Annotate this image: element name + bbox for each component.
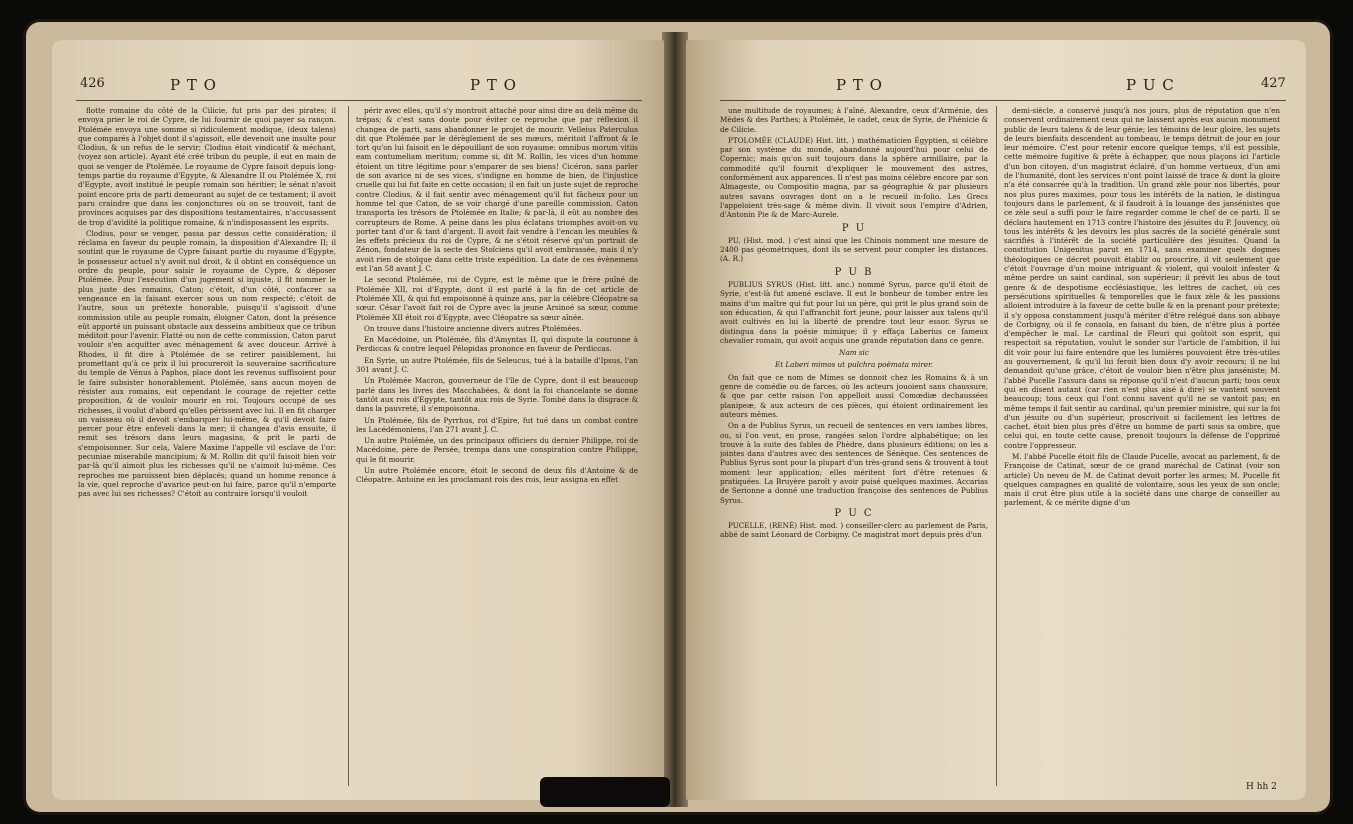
paragraph: Un autre Ptolémée, un des principaux officiers du dernier Philippe, roi de Macédoine, père de Persée, trempa dans une conspiration contre Philippe, qui le fit mourir. [356,436,638,464]
open-book [26,22,1330,812]
paragraph: flotte romaine du côté de la Cilicie, fut pris par des pirates; il envoya prier le roi de Cypre, de lui fournir de quoi payer sa rançon. Ptolémée envoya une somme si ridiculement modique, (deux talens) que comparés à l'objet dont il s'agissoit, elle devenoit une insulte pour Clodius, & un refus de le servir; Clodius étoit vindicatif & méchant, (voyez son article). Ayant été créé tribun du peuple, il eut en main de quoi se venger de Ptolémée. Le royaume de Cypre faisoit depuis long-temps partie du royaume d'Egypte, & Alexandre II ou Ptolémée X, roi d'Egypte, avoit institué le peuple romain son héritier; le sénat n'avoit point encore pris de parti demeurant au sujet de ce testament; il avoit paru craindre que dans les conjonctures où on se trouvoit, tant de provinces acquises par des dispositions testamentaires, n'accusassent de trop d'avidité la politique romaine, & n'indisposassent les esprits. [78,106,336,227]
right-column-divider [996,106,997,786]
section-heading: P U [841,222,867,234]
paragraph: PUCELLE, (RENÉ) Hist. mod. ) conseiller-clerc au parlement de Paris, abbé de saint Léonard de Corbigny. Ce magistrat mort depuis près d'un [720,521,988,540]
paragraph: En Syrie, un autre Ptolémée, fils de Seleucus, tué à la bataille d'Ipsus, l'an 301 avant J. C. [356,355,638,375]
book-bottom-tab [540,777,670,807]
book-gutter [662,32,688,807]
left-column-2 [356,106,638,788]
right-header-right: P U C [1126,76,1175,94]
signature-mark: H hh 2 [1246,782,1277,792]
left-header-rule [76,100,642,101]
paragraph: Un Ptolémée, fils de Pyrrhus, roi d'Epire, fut tué dans un combat contre les Lacédémoniens, l'an 271 avant J. C. [356,415,638,434]
paragraph: Un autre Ptolémée encore, étoit le second de deux fils d'Antoine & de Cléopatre. Antoine en les proclamant rois des rois, leur assigna en effet [356,465,638,485]
right-column-2 [1004,106,1280,788]
paragraph: une multitude de royaumes; à l'aîné, Alexandre, ceux d'Arménie, des Mèdes & des Parthes; à Ptolémée, le cadet, ceux de Syrie, de Phénicie & de Cilicie. [720,106,988,134]
left-page-number: 426 [80,76,105,91]
right-header-rule [720,100,1286,101]
paragraph: On a de Publius Syrus, un recueil de sentences en vers iambes libres, ou, si l'on veut, en prose, rangées selon l'ordre alphabétique; on les trouve à la suite des fables de Phèdre, dans plusieurs éditions; on les a jointes dans d'autres avec des sentences de Sénèque. Ces sentences de Publius Syrus sont pour la plupart d'un très-grand sens & trouvent à tout moment leur application; elles méritent fort d'être retenues & pratiquées. La Bruyère paroît y avoir puisé quelques maximes. Accarias de Serionne a donné une traduction françoise des sentences de Publius Syrus. [720,421,988,505]
right-header-left: P T O [836,76,883,94]
section-heading: P U B [834,266,874,278]
paragraph: On trouve dans l'histoire ancienne divers autres Ptolémées. [364,323,582,333]
right-page-number: 427 [1261,76,1286,91]
right-page [686,40,1306,800]
paragraph: M. l'abbé Pucelle étoit fils de Claude Pucelle, avocat au parlement, & de Françoise de Catinat, sœur de ce grand maréchal de Catinat (voir son article) Un neveu de M. de Catinat devoit porter les armes; M. Pucelle fit quelques campagnes en qualité de volontaire, sous les yeux de son oncle; mais il crut être plus utile à la société dans une charge de conseiller au parlement, & ce mérite digne d'un [1004,451,1280,508]
left-column-divider [348,106,349,786]
left-column-1 [78,106,336,788]
quotation-line: Nam sic [839,348,869,358]
paragraph: Le second Ptolémée, roi de Cypre, est le même que le frère puîné de Ptolémée XII, roi d'Egypte, dont il est parlé à la fin de cet article de Ptolémée XII, & qui fut empoisonné à quinze ans, par la célèbre Cléopatre sa sœur. César l'avoit fait roi de Cypre avec la jeune Arsinoé sa sœur, comme Ptolémée XII étoit roi d'Egypte, avec Cléopatre sa sœur aînée. [356,275,638,322]
right-column-1 [720,106,988,788]
paragraph: demi-siècle, a conservé jusqu'à nos jours, plus de réputation que n'en conservent ordinairement ceux qui ne laissent après eux aucun monument public de leurs talens & de leur génie; les témoins de leur gloire, les sujets de leurs bienfaits descendent au tombeau, le temps détruit de jour en jour leur mémoire. C'est pour retenir encore quelque temps, s'il est possible, cette mémoire fugitive & prête à échapper, que nous plaçons ici l'article d'un bon citoyen, d'un magistrat éclairé, d'un homme vertueux, d'un ami de l'humanité, dont les services n'ont point laissé de trace & dont la gloire n'a été consacrée qu'à la tradition. Un grand zèle pour nos libertés, pour nos plus pures maximes, pour tous les intérêts de la nation, le distingua toujours dans le parlement, & il faudroit à la louange des jansénistes que ce zèle seul a suffi pour le faire regarder comme le chef de ce parti. Il se déclara hautement en 1713 contre l'histoire des jésuites du P. Jouvency, où tous les intérêts & les devoirs les plus sacrés de la société générale sont sacrifiés à l'intérêt de la société particulière des jésuites. Quand la constitution Unigenitus parut en 1714, sans examiner quels dogmes théologiques ce décret pouvoit établir ou proscrire, il vit seulement que c'étoit l'ouvrage d'un moine intriguant & violent, qui vouloit infester & même perdre un saint cardinal, son supérieur; il prévit les abus de tout genre & de despotisme ecclésiastique, les lettres de cachet, où ces persécutions spirituelles & temporelles que le faux zèle & les passions alloient introduire à la faveur de cette bulle & en la prenant pour prétexte; il s'y opposa constamment jusqu'à mériter d'être relégué dans son abbaye de Corbigny, où il fe consola, en faisant du bien, de n'être plus à portée d'empêcher le mal. Le cardinal de Fleuri qui goûtoit son esprit, qui respectoit sa réputation, voulut le sonder sur l'article de l'ambition, il lui dit voir pour lui faire entendre que les lumières pouvoient être très-utiles au gouvernement, & qu'il lui feroit bien doux d'y avoir recours; il ne lui demandoit qu'une grâce, c'étoit de vouloir bien n'être plus janséniste; M. l'abbé Pucelle l'assura dans sa réponse qu'il n'est d'aucun parti; tous ceux qui en disent autant (car rien n'est plus aisé à dire) se vantent souvent beaucoup; tous ceux qui l'ont connu savent qu'il ne se vantoit pas; en même temps il fait sentir au cardinal, qu'un premier ministre, qui sur la foi d'un jésuite ou d'un supérieur, proscrivoit si facilement les lettres de cachet, étoit bien plus près d'être un homme de parti sous sa ombre, que celui qui, en toute cette cause, prenoit toujours la défense de l'opprimé contre l'oppresseur. [1004,106,1280,450]
paragraph: En Macédoine, un Ptolémée, fils d'Amyntas II, qui dispute la couronne à Perdiccas & contre lequel Pélopidas prononce en faveur de Perdiccas. [356,335,638,354]
paragraph: Clodius, pour se venger, passa par dessus cette considération; il réclama en faveur du peuple romain, la disposition d'Alexandre II; il soutint que le royaume de Cypre faisant partie du royaume d'Egypte, le possesseur actuel n'y avoit nul droit, & il obtint en conséquence un ordre du peuple, pour saisir le royaume de Cypre, & déposer Ptolémée. Pour l'exécution d'un jugement si injuste, il fit nommer le plus juste des romains, Caton; c'étoit, d'un côté, confacrer sa vengeance en la faisant exercer sous un nom respecté; c'étoit de l'autre, sous un prétexte honorable, puisqu'il s'agissoit d'une commission utile au peuple romain, éloigner Caton, dont la présence eût apporté un puissant obstacle aux desseins ambitieux que ce tribun méditoit pour l'avenir. Flatté ou non de cette commission, Caton parut vouloir s'en acquitter avec ménagement & avec douceur. Arrivé à Rhodes, il fit dire à Ptolémée de se retirer paisiblement, lui promettant qu'à ce prix il lui procureroit la souveraine sacrificature du temple de Vénus à Paphos, place dont les revenus suffisoient pour le faire subsister honorablement. Ptolémée, sans aucun moyen de résister aux romains, eut cependant le courage de rejetter cette proposition, & de vouloir mourir en roi. Toujours occupé de ses richesses, il voulut d'abord qu'elles périssent avec lui. Il en fit charger un vaisseau où il devoit s'embarquer lui-même, & qu'il devoit faire percer pour être enfeveli dans la mer; il changea d'avis ensuite, il remit ses trésors dans leurs magasins, & prit le parti de s'empoisonner. Sur cela, Valere Maxime l'appelle vil esclave de l'or: pecuniae miserabile mancipium; & M. Rollin dit qu'il faisoit bien voir par-là qu'il aimoit plus les richesses qu'il ne s'aimoit lui-même. Ces reproches me paroissent bien déplacés; quand un homme renonce à la vie, quel reproche d'avarice peut-on lui faire, parce qu'il n'emporte pas avec lui ses richesses? C'étoit au contraire lorsqu'il vouloit [78,228,336,499]
section-heading: P U C [834,507,874,519]
left-page [52,40,664,800]
paragraph: périr avec elles, qu'il s'y montroit attaché pour ainsi dire au delà même du trépas; & c'est sans doute pour éviter ce reproche que par réflexion il changea de parti, sans abandonner le projet de mourir. Velleius Paterculus dit que Ptolémée par le dérèglement de ses mœurs, méritoit l'affront & le tort qu'on lui faisoit en le dépouillant de son royaume: omnibus morum vitiis eam contumeliam meritum; comme si, dit M. Rollin, les vices d'un homme étoient un titre légitime pour s'emparer de ses biens! Cicéron, sans parler de son avarice ni de ses vices, s'indigne en homme de bien, de l'injustice cruelle qui lui fut faite en cette occasion; il en fait un juste sujet de reproche contre Clodius, & il fait sentir avec ménagement qu'il fut fâcheux pour un homme tel que Caton, de se voir chargé d'une pareille commission. Caton transporta les trésors de Ptolémée en Italie; & par-là, il eût au nombre des corrupteurs de Rome. A peine dans les plus éclatans triomphes avoit-on vu porter tant d'or & tant d'argent. Il avoit fait vendre à l'encan les meubles & les effets précieux du roi de Cypre, & ne s'étoit réservé qu'un portrait de Zénon, fondateur de la secte des Stoïciens qu'il avoit embrassée, mais il n'y avoit rien de stoïque dans cette triste expédition. La date de ces évènemens est l'an 58 avant J. C. [356,106,638,274]
paragraph: On fait que ce nom de Mimes se donnoit chez les Romains & à un genre de comédie ou de farces, où les acteurs jouoient sans chaussure, & que par cette raison l'on appelloit aussi Comœdiæ dechaussées planipeæ, & aux acteurs de ces pièces, qui étoient ordinairement les auteurs mêmes. [720,372,988,419]
left-header-right: P T O [470,76,517,94]
paragraph: Un Ptolémée Macron, gouverneur de l'île de Cypre, dont il est beaucoup parlé dans les livres des Macchabées, & dont la foi chancelante se donne tantôt aux rois d'Egypte, tantôt aux rois de Syrie. Tombé dans la disgrace & dans la pauvreté, il s'empoisonna. [356,376,638,414]
left-header-left: P T O [170,76,217,94]
paragraph: PTOLOMÉE (CLAUDE) Hist. litt. ) mathématicien Égyptien, si célèbre par son système du monde, abandonné aujourd'hui pour celui de Copernic; mais qu'on suit toujours dans la sphère armillaire, par la commodité qu'il fournit d'expliquer le mouvement des astres, conformément aux apparences. Il n'est pas moins célèbre encore par son Almageste, ou Compositio magna, par sa géographie & par plusieurs autres savans ouvrages dont on a le recueil in-folio. Les Grecs l'appeloient très-sage & même divin. Il vivoit sous l'empire d'Adrien, d'Antonin Pie & de Marc-Aurele. [720,135,988,220]
paragraph: PU, (Hist. mod. ) c'est ainsi que les Chinois nomment une mesure de 2400 pas géométriques, dont ils se servent pour compter les distances. (A. R.) [720,235,988,264]
paragraph: PUBLIUS SYRUS (Hist. litt. anc.) nommé Syrus, parce qu'il étoit de Syrie, c'est-là fut amené esclave. Il eut le bonheur de tomber entre les mains d'un maître qui fut pour lui un père, qui prit le plus grand soin de son éducation, & qui l'affranchit fort jeune, pour laisser aux talens qu'il avoit cultivés en lui la liberté de prendre tout leur essor. Syrus se distingua dans la poésie mimique; il y effaça Laberius ce fameux chevalier romain, qui avoit acquis une grande réputation dans ce genre. [720,280,988,345]
quotation-line: Et Laberi mimos ut pulchra poëmata mirer. [774,360,934,370]
